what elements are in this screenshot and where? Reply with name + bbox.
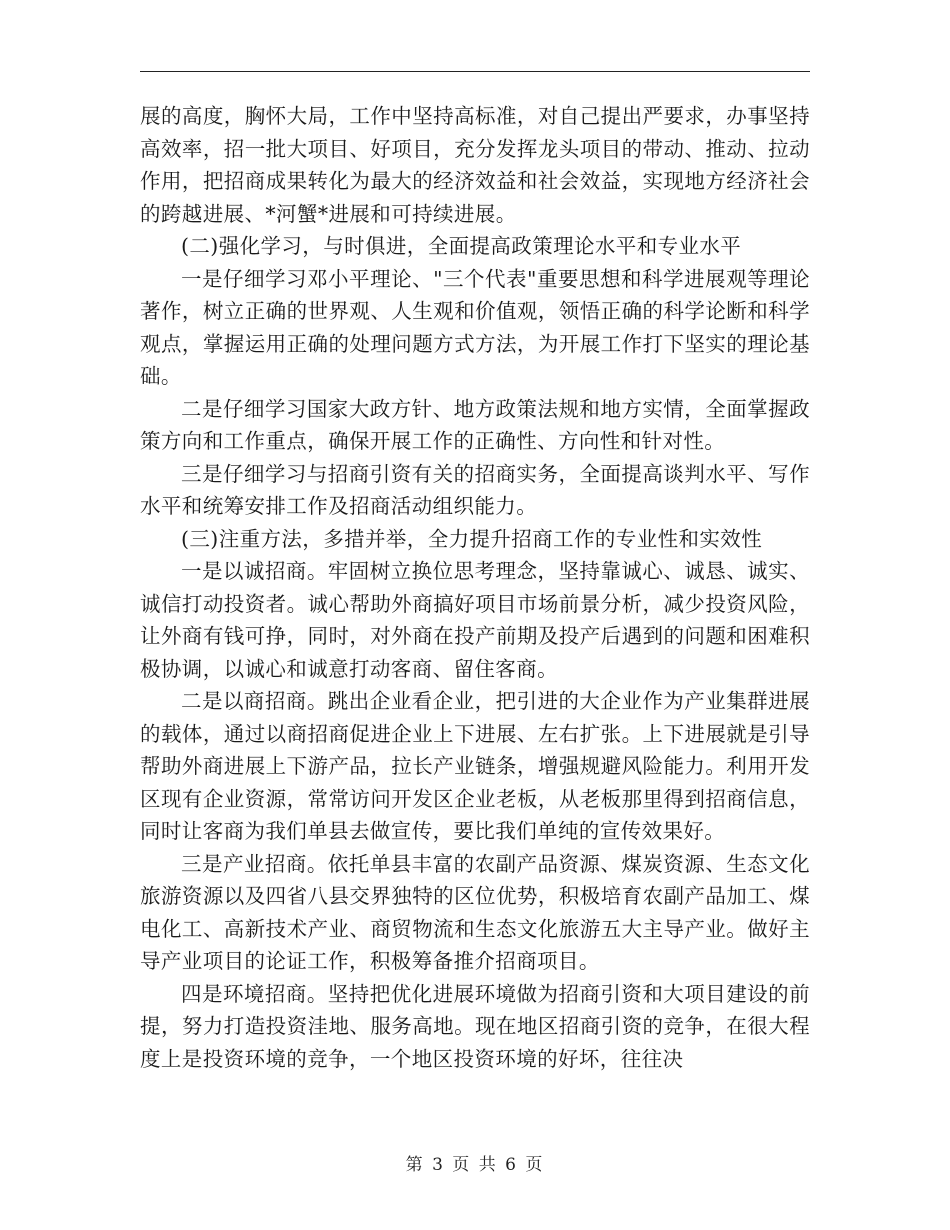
section-heading-3: (三)注重方法，多措并举，全力提升招商工作的专业性和实效性: [181, 526, 763, 551]
page-number-footer: 第 3 页 共 6 页: [405, 1155, 545, 1175]
paragraph-8: 二是以商招商。跳出企业看企业，把引进的大企业作为产业集群进展的载体，通过以商招商促进企业上下进展、左右扩张。上下进展就是引导帮助外商进展上下游产品，拉长产业链条，增强规避风险能力。利用开发区现有企业资源，常常访问开发区企业老板，从老板那里得到招商信息，同时让客商为我们单县去做宣传，要比我们单纯的宣传效果好。: [140, 689, 810, 843]
paragraph-5: 三是仔细学习与招商引资有关的招商实务，全面提高谈判水平、写作水平和统筹安排工作及招商活动组织能力。: [140, 461, 810, 518]
paragraph-7: 一是以诚招商。牢固树立换位思考理念，坚持靠诚心、诚恳、诚实、诚信打动投资者。诚心帮助外商搞好项目市场前景分析，减少投资风险，让外商有钱可挣，同时，对外商在投产前期及投产后遇到的问题和困难积极协调，以诚心和诚意打动客商、留住客商。: [140, 559, 810, 681]
paragraph-9: 三是产业招商。依托单县丰富的农副产品资源、煤炭资源、生态文化旅游资源以及四省八县交界独特的区位优势，积极培育农副产品加工、煤电化工、高新技术产业、商贸物流和生态文化旅游五大主导产业。做好主导产业项目的论证工作，积极筹备推介招商项目。: [140, 851, 810, 973]
document-body: [140, 100, 810, 1075]
section-heading-2: (二)强化学习，与时俱进，全面提高政策理论水平和专业水平: [181, 234, 742, 258]
paragraph-3: 一是仔细学习邓小平理论、"三个代表"重要思想和科学进展观等理论著作，树立正确的世界观、人生观和价值观，领悟正确的科学论断和科学观点，掌握运用正确的处理问题方式方法，为开展工作打下坚实的理论基础。: [140, 266, 810, 388]
paragraph-10: 四是环境招商。坚持把优化进展环境做为招商引资和大项目建设的前提，努力打造投资洼地、服务高地。现在地区招商引资的竞争，在很大程度上是投资环境的竞争，一个地区投资环境的好坏，往往决: [140, 981, 810, 1071]
paragraph-4: 二是仔细学习国家大政方针、地方政策法规和地方实情，全面掌握政策方向和工作重点，确保开展工作的正确性、方向性和针对性。: [140, 396, 810, 453]
header-rule: [140, 71, 810, 72]
paragraph-1: 展的高度，胸怀大局，工作中坚持高标准，对自己提出严要求，办事坚持高效率，招一批大项目、好项目，充分发挥龙头项目的带动、推动、拉动作用，把招商成果转化为最大的经济效益和社会效益，实现地方经济社会的跨越进展、*河蟹*进展和可持续进展。: [140, 104, 810, 226]
